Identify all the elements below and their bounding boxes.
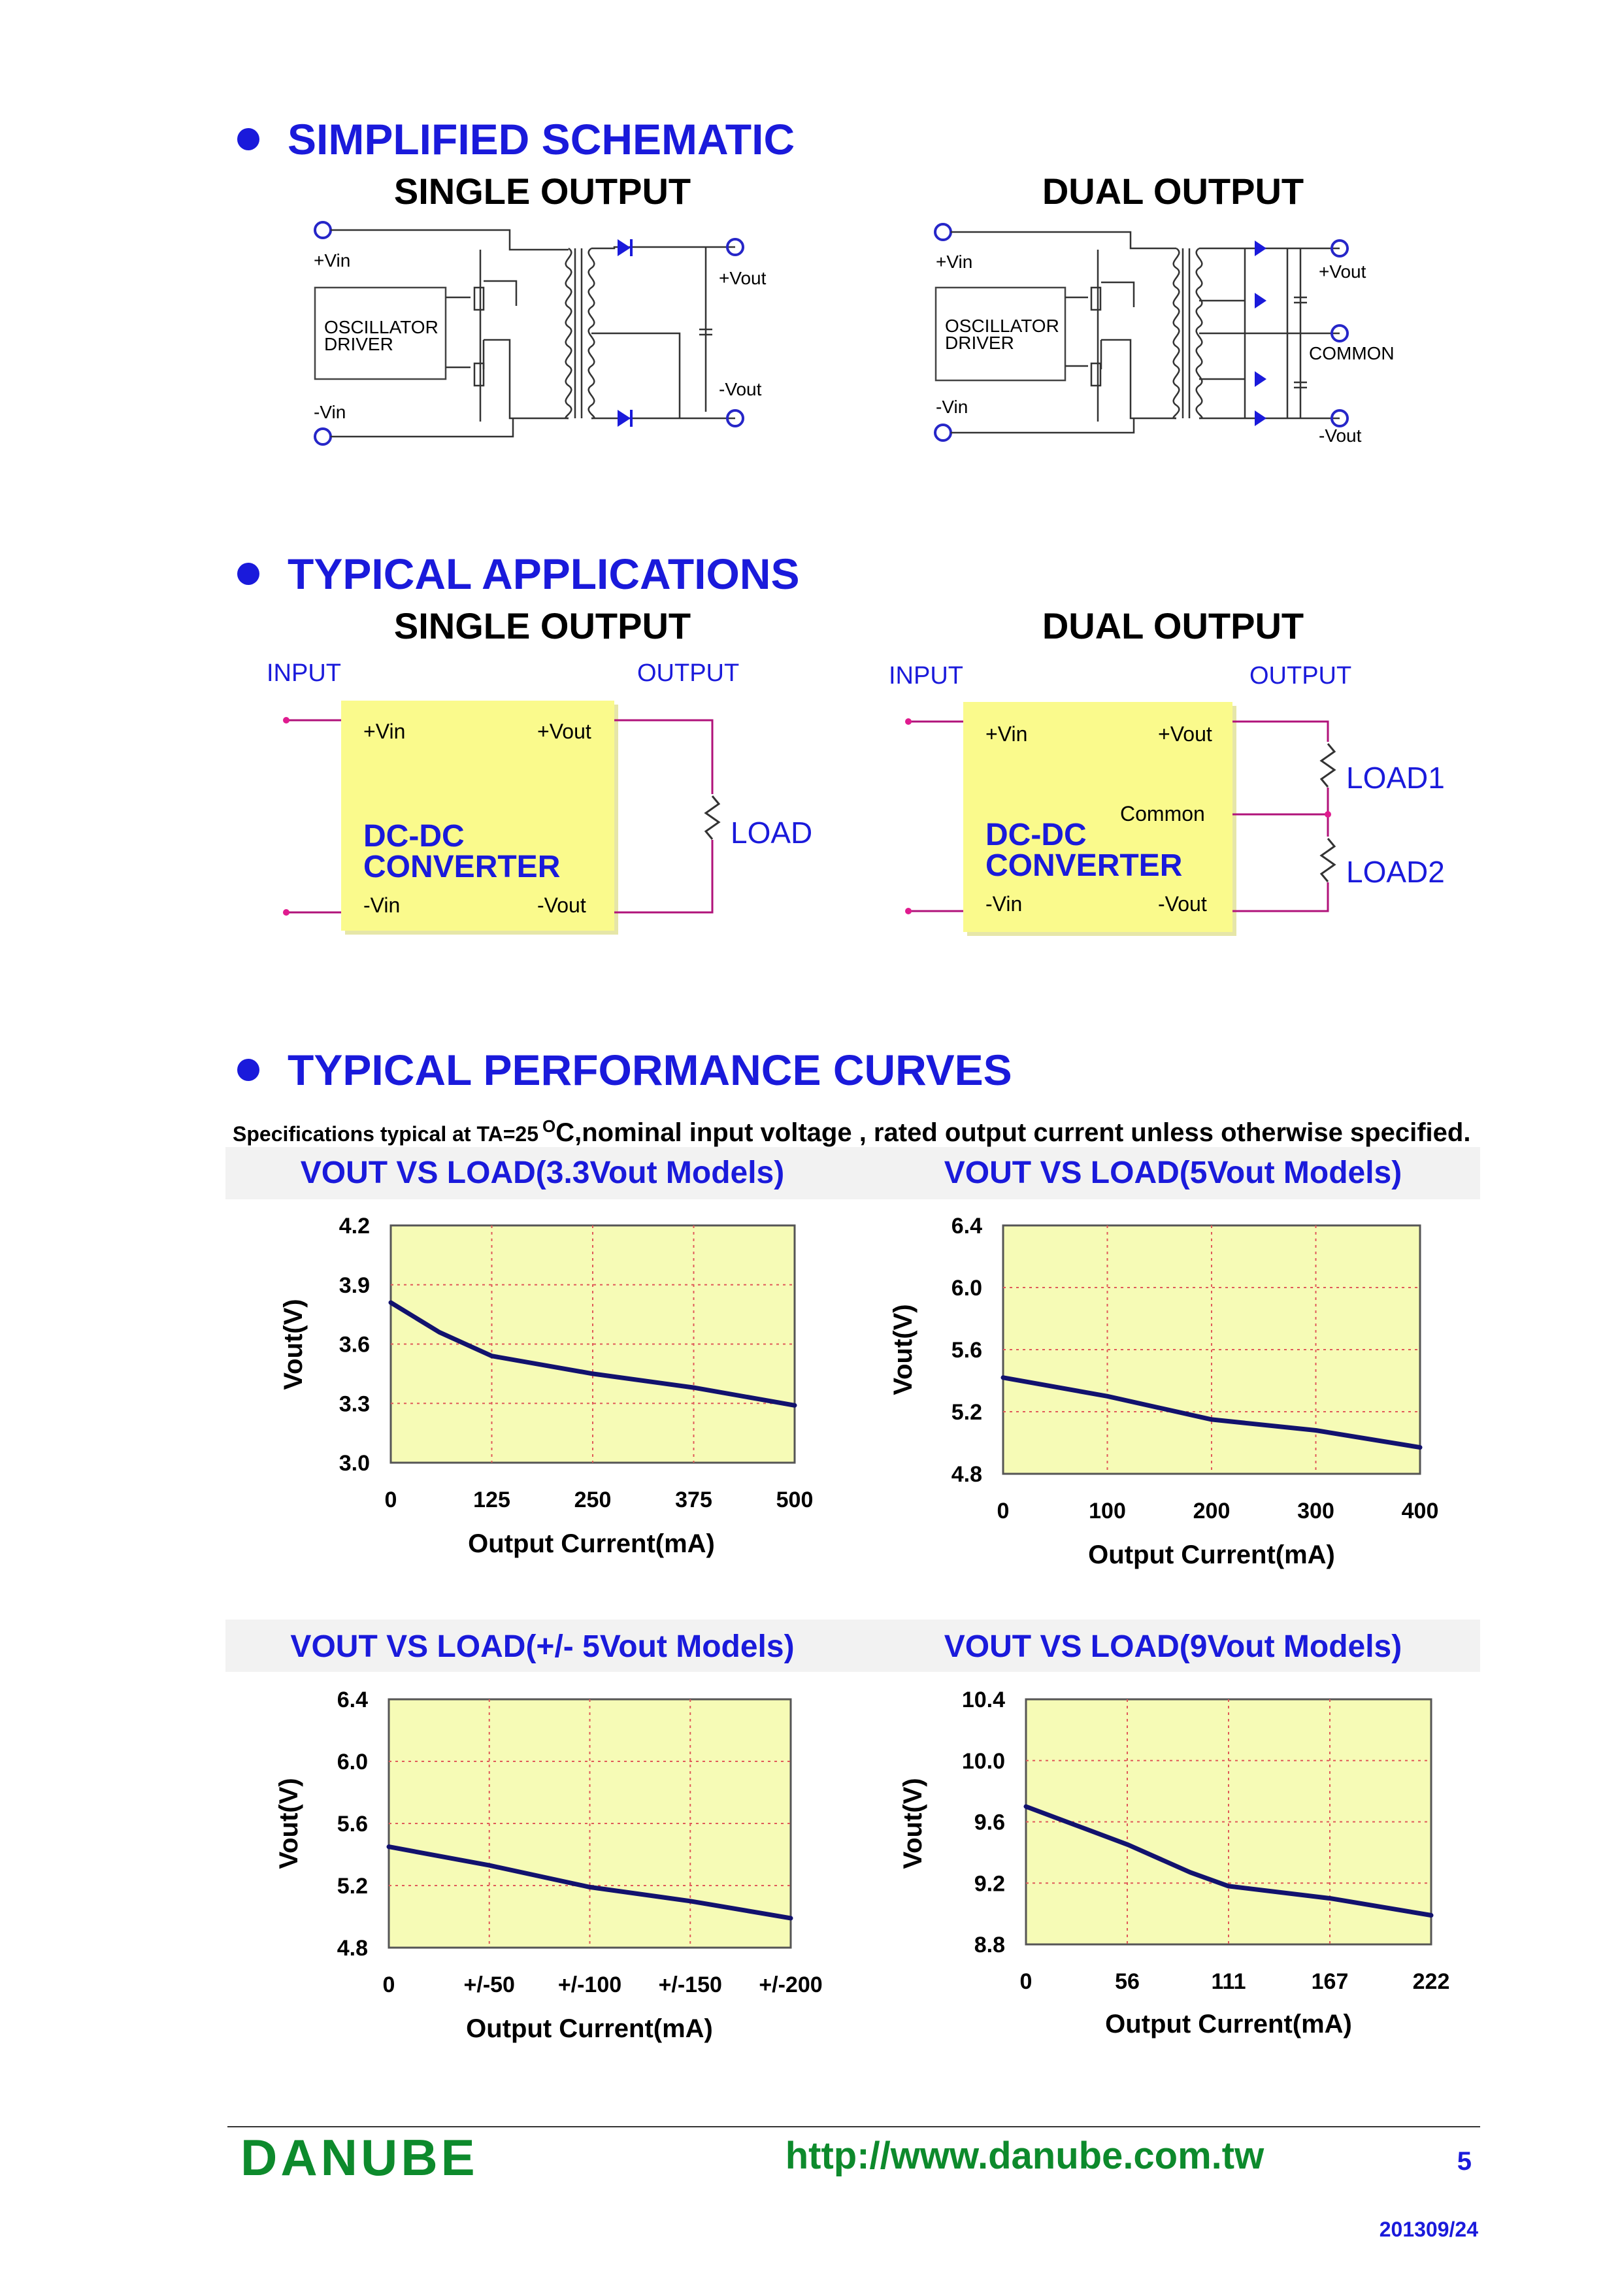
x-tick-label: +/-100 (557, 1972, 622, 1997)
chart-title: VOUT VS LOAD(3.3Vout Models) (300, 1156, 785, 1190)
y-tick-label: 6.4 (337, 1688, 368, 1712)
converter-title-line1: DC-DC (985, 818, 1087, 852)
label-vout-neg: -Vout (1319, 425, 1362, 446)
x-tick-label: 56 (1115, 1969, 1140, 1994)
x-tick-label: 0 (1019, 1969, 1033, 1994)
applications-single-title: SINGLE OUTPUT (393, 605, 691, 646)
label-driver: DRIVER (324, 334, 393, 354)
chart (899, 1629, 1449, 2038)
y-tick-label: 5.6 (951, 1338, 982, 1363)
label-common: Common (1120, 802, 1205, 825)
footer-brand: DANUBE (240, 2129, 478, 2186)
x-tick-label: 250 (574, 1488, 612, 1512)
bullet-icon (237, 1059, 259, 1081)
chart-title: VOUT VS LOAD(5Vout Models) (944, 1156, 1402, 1190)
x-tick-label: 0 (997, 1499, 1010, 1523)
y-tick-label: 6.4 (951, 1214, 982, 1239)
label-output: OUTPUT (1249, 662, 1352, 690)
footer-url[interactable]: http://www.danube.com.tw (785, 2135, 1265, 2177)
x-tick-label: +/-150 (658, 1972, 722, 1997)
page-number: 5 (1457, 2147, 1472, 2176)
y-tick-label: 4.8 (951, 1462, 982, 1487)
x-tick-label: 375 (675, 1488, 712, 1512)
label-vin-pos: +Vin (936, 252, 973, 272)
x-axis-label: Output Current(mA) (1088, 1540, 1335, 1569)
y-tick-label: 3.6 (339, 1332, 370, 1357)
label-vout-pos: +Vout (1158, 722, 1212, 746)
chart (889, 1156, 1438, 1569)
y-tick-label: 3.9 (339, 1273, 370, 1298)
y-axis-label: Vout(V) (279, 1299, 308, 1390)
x-tick-label: 111 (1211, 1969, 1246, 1994)
x-tick-label: 125 (473, 1488, 510, 1512)
diode-icon (618, 239, 631, 256)
schematic-dual (935, 224, 1395, 446)
label-vin-neg: -Vin (985, 892, 1023, 916)
x-axis-label: Output Current(mA) (1105, 2010, 1352, 2038)
schematic-dual-title: DUAL OUTPUT (1042, 171, 1304, 212)
y-tick-label: 10.4 (961, 1688, 1005, 1712)
x-tick-label: 0 (384, 1488, 397, 1512)
x-tick-label: 500 (776, 1488, 814, 1512)
x-tick-label: 400 (1401, 1499, 1439, 1523)
y-tick-label: 3.0 (339, 1451, 370, 1476)
x-tick-label: +/-50 (463, 1972, 515, 1997)
label-output: OUTPUT (637, 659, 740, 687)
diode-icon (618, 410, 631, 427)
x-tick-label: 300 (1297, 1499, 1334, 1523)
label-vin-neg: -Vin (936, 397, 968, 417)
label-input: INPUT (889, 662, 963, 690)
section-title-schematic: SIMPLIFIED SCHEMATIC (288, 115, 795, 163)
label-vin-pos: +Vin (985, 722, 1028, 746)
converter-title-line1: DC-DC (363, 819, 465, 854)
label-input: INPUT (267, 659, 341, 687)
label-vout-pos: +Vout (1319, 261, 1366, 282)
label-vin-neg: -Vin (314, 402, 346, 422)
bullet-icon (237, 563, 259, 585)
label-load1: LOAD1 (1346, 761, 1445, 795)
x-tick-label: 222 (1412, 1969, 1450, 1994)
label-vout-pos: +Vout (719, 268, 767, 288)
x-axis-label: Output Current(mA) (468, 1529, 715, 1558)
y-tick-label: 10.0 (961, 1748, 1005, 1774)
converter-title-line2: CONVERTER (363, 850, 561, 884)
y-tick-label: 6.0 (951, 1276, 982, 1301)
label-vout-neg: -Vout (1158, 892, 1207, 916)
y-tick-label: 5.2 (337, 1874, 368, 1899)
y-tick-label: 5.6 (337, 1812, 368, 1837)
y-tick-label: 9.2 (974, 1871, 1005, 1897)
label-common: COMMON (1309, 343, 1395, 363)
section-title-applications: TYPICAL APPLICATIONS (288, 550, 800, 598)
terminal-vin-neg (315, 429, 331, 444)
chart-title: VOUT VS LOAD(+/- 5Vout Models) (290, 1629, 795, 1664)
application-single (267, 659, 812, 935)
y-axis-label: Vout(V) (899, 1778, 927, 1869)
bullet-icon (237, 128, 259, 150)
label-driver: DRIVER (945, 333, 1014, 353)
y-tick-label: 3.3 (339, 1391, 370, 1417)
doc-code: 201309/24 (1379, 2218, 1478, 2241)
applications-dual-title: DUAL OUTPUT (1042, 605, 1304, 646)
spec-note: Specifications typical at TA=25 $^O$C,nominal input voltage , rated output current unless otherwise specified. (233, 1116, 1471, 1147)
y-axis-label: Vout(V) (889, 1304, 917, 1395)
terminal-vin-pos (315, 222, 331, 238)
label-oscillator: OSCILLATOR (945, 316, 1059, 336)
y-tick-label: 4.8 (337, 1936, 368, 1961)
terminal-vin-neg (935, 425, 951, 441)
converter-title-line2: CONVERTER (985, 848, 1183, 883)
label-vout-neg: -Vout (537, 893, 586, 917)
schematic-single (314, 222, 767, 444)
application-dual (889, 662, 1445, 936)
y-tick-label: 5.2 (951, 1400, 982, 1425)
label-vout-pos: +Vout (537, 720, 591, 743)
label-vin-pos: +Vin (363, 720, 406, 743)
chart (274, 1629, 823, 2043)
label-load: LOAD (731, 816, 813, 850)
label-load2: LOAD2 (1346, 855, 1445, 889)
section-title-curves: TYPICAL PERFORMANCE CURVES (288, 1046, 1012, 1094)
x-tick-label: 100 (1089, 1499, 1126, 1523)
label-vin-neg: -Vin (363, 893, 401, 917)
performance-charts (274, 1156, 1449, 2043)
label-oscillator: OSCILLATOR (324, 317, 438, 337)
terminal-vin-pos (935, 224, 951, 240)
y-tick-label: 4.2 (339, 1214, 370, 1239)
y-tick-label: 6.0 (337, 1750, 368, 1774)
x-tick-label: 200 (1193, 1499, 1231, 1523)
y-tick-label: 9.6 (974, 1810, 1005, 1835)
x-tick-label: 167 (1311, 1969, 1349, 1994)
x-tick-label: +/-200 (759, 1972, 823, 1997)
x-axis-label: Output Current(mA) (466, 2014, 713, 2043)
y-axis-label: Vout(V) (274, 1778, 303, 1869)
label-vin-pos: +Vin (314, 250, 351, 271)
label-vout-neg: -Vout (719, 379, 762, 399)
chart-title: VOUT VS LOAD(9Vout Models) (944, 1629, 1402, 1664)
schematic-single-title: SINGLE OUTPUT (393, 171, 691, 212)
x-tick-label: 0 (382, 1972, 395, 1997)
chart (279, 1156, 813, 1558)
y-tick-label: 8.8 (974, 1933, 1005, 1957)
